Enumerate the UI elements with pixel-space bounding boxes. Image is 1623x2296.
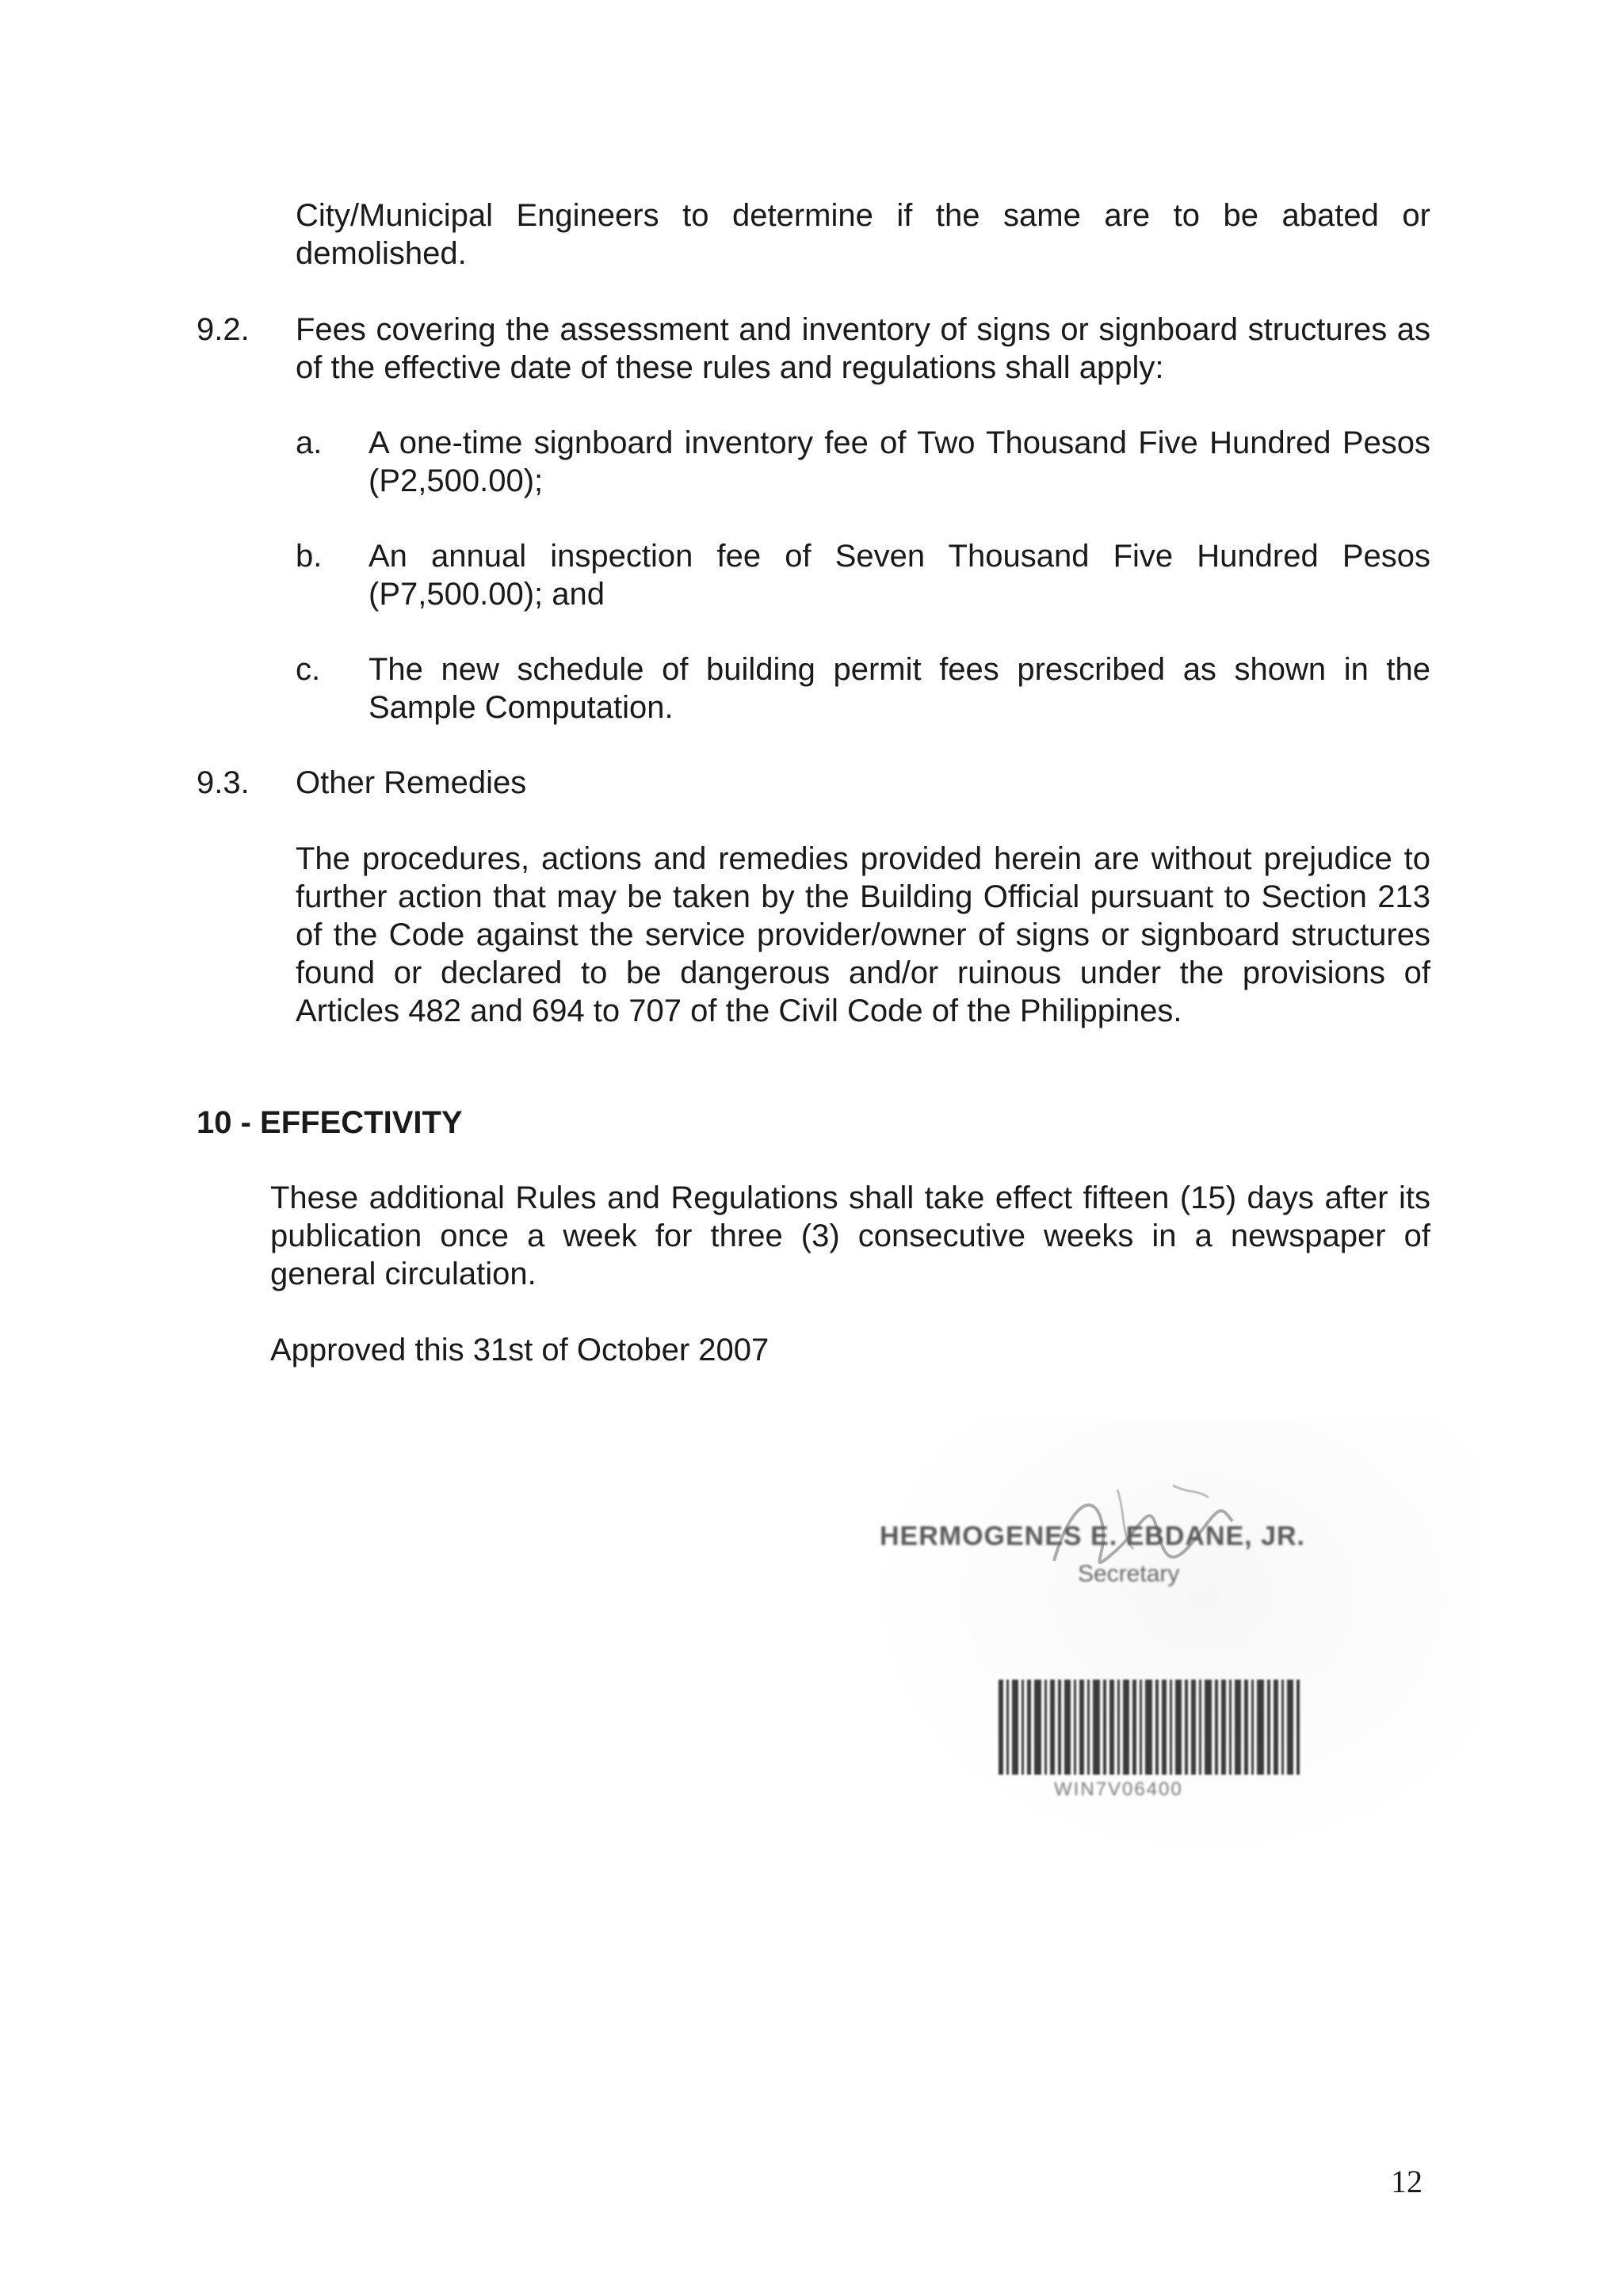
approval-date: Approved this 31st of October 2007 [270,1333,769,1367]
signature-block [864,1418,1482,1862]
barcode-icon [999,1680,1300,1775]
list-item-marker: c. [296,652,321,687]
list-item-text: An annual inspection fee of Seven Thousand Five Hundred Pesos (P7,500.00); and [369,539,1430,612]
page-number: 12 [1391,2164,1423,2199]
section-9-3-text: The procedures, actions and remedies provided herein are without prejudice to further action that may be taken by the Building Official pursuant to Section 213 of the Code against the service provider/owner of signs or signboard structures found or declared to be dangerous and/or ruinous under the provisions of Articles 482 and 694 to 707 of the Civil Code of the Philippines. [296,841,1430,1028]
list-item-marker: a. [296,425,323,460]
list-item-text: A one-time signboard inventory fee of Two Thousand Five Hundred Pesos (P2,500.00); [369,425,1430,498]
section-9-2-number: 9.2. [197,312,250,347]
list-item-text: The new schedule of building permit fees prescribed as shown in the Sample Computation. [369,652,1430,725]
section-10-heading: 10 - EFFECTIVITY [197,1105,463,1140]
section-9-3-number: 9.3. [197,765,250,800]
section-9-2-text: Fees covering the assessment and inventory of signs or signboard structures as of the effective date of these rules and regulations shall apply: [296,312,1430,385]
signatory-name: HERMOGENES E. EBDANE, JR. [880,1521,1305,1551]
continuation-paragraph: City/Municipal Engineers to determine if the same are to be abated or demolished. [296,198,1430,271]
list-item-marker: b. [296,539,323,574]
barcode-number: WIN7V06400 [1054,1779,1183,1800]
section-9-3-title: Other Remedies [296,765,527,800]
signatory-title: Secretary [1078,1561,1180,1587]
section-10-text: These additional Rules and Regulations shall take effect fifteen (15) days after its publication once a week for three (3) consecutive weeks in a newspaper of general circulation. [270,1180,1430,1291]
